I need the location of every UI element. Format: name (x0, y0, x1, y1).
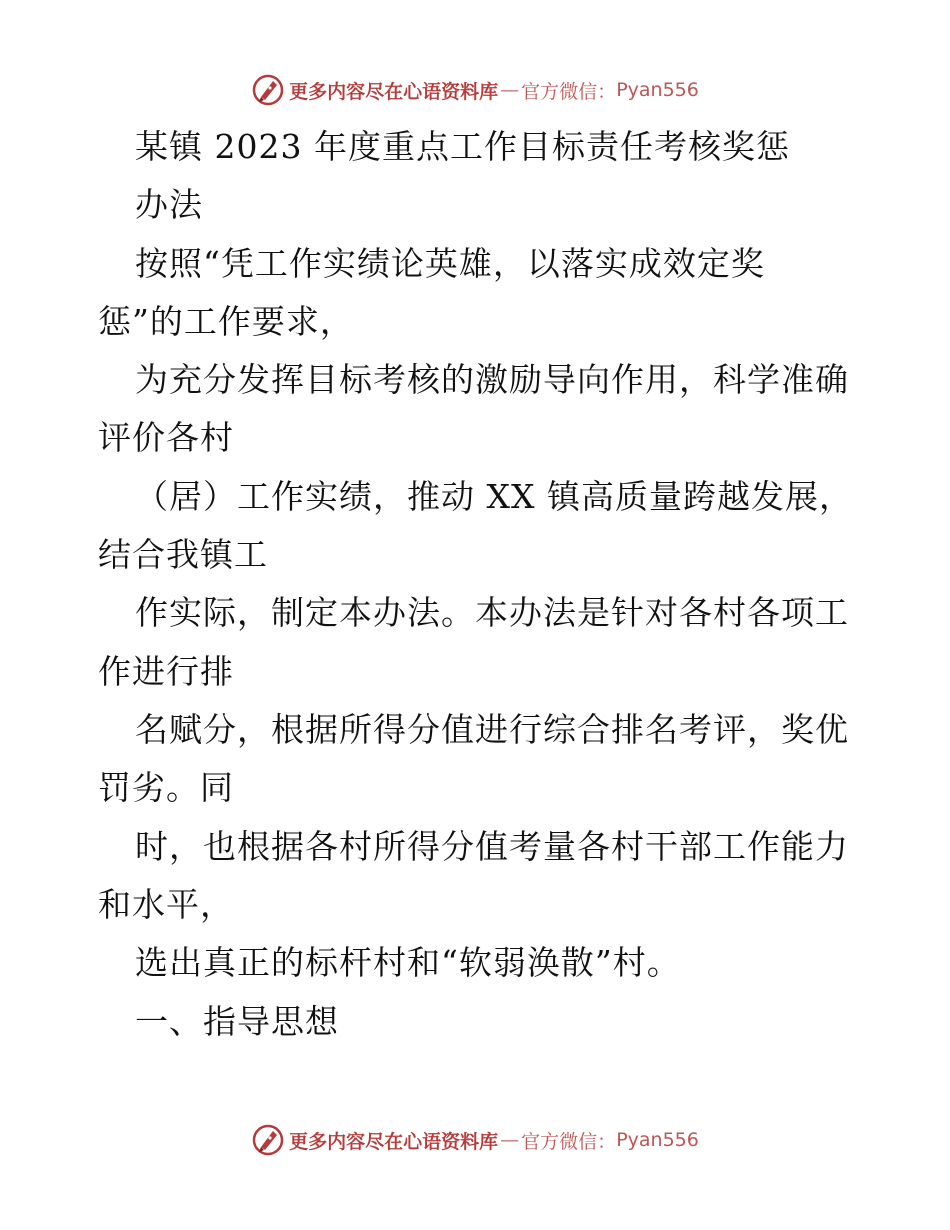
banner-wechat-id: Pyan556 (616, 79, 699, 101)
banner-promo-text: 更多内容尽在心语资料库 (289, 1130, 499, 1153)
banner-promo-text: 更多内容尽在心语资料库 (289, 80, 499, 103)
paragraph-line: 时，也根据各村所得分值考量各村干部工作能力 (135, 827, 849, 866)
paragraph-line: （居）工作实绩，推动 XX 镇高质量跨越发展， (135, 477, 853, 516)
paragraph-line: 惩”的工作要求， (98, 302, 354, 341)
banner-separator: — (500, 79, 520, 101)
paragraph-line: 作进行排 (98, 652, 234, 691)
paragraph-line: 名赋分，根据所得分值进行综合排名考评，奖优 (135, 710, 849, 749)
paragraph-line: 结合我镇工 (98, 535, 268, 574)
paragraph-line: 作实际，制定本办法。本办法是针对各村各项工 (135, 593, 849, 632)
pen-nib-logo-icon (251, 1123, 285, 1157)
header-watermark-banner (0, 70, 950, 110)
pen-nib-logo-icon (251, 73, 285, 107)
banner-wechat-label: 官方微信： (521, 80, 617, 103)
document-title-line-2: 办法 (135, 185, 203, 224)
footer-watermark-banner (0, 1120, 950, 1160)
paragraph-line: 为充分发挥目标考核的激励导向作用，科学准确 (135, 360, 849, 399)
paragraph-line: 评价各村 (98, 418, 234, 457)
banner-separator: — (500, 1129, 520, 1151)
banner-wechat-label: 官方微信： (521, 1130, 617, 1153)
section-heading: 一、指导思想 (135, 1002, 339, 1041)
paragraph-line: 罚劣。同 (98, 768, 234, 807)
paragraph-line: 和水平， (98, 885, 234, 924)
paragraph-line: 按照“凭工作实绩论英雄，以落实成效定奖 (135, 244, 765, 283)
document-title-line-1: 某镇 2023 年度重点工作目标责任考核奖惩 (135, 127, 790, 166)
paragraph-line: 选出真正的标杆村和“软弱涣散”村。 (135, 943, 681, 982)
banner-wechat-id: Pyan556 (616, 1129, 699, 1151)
